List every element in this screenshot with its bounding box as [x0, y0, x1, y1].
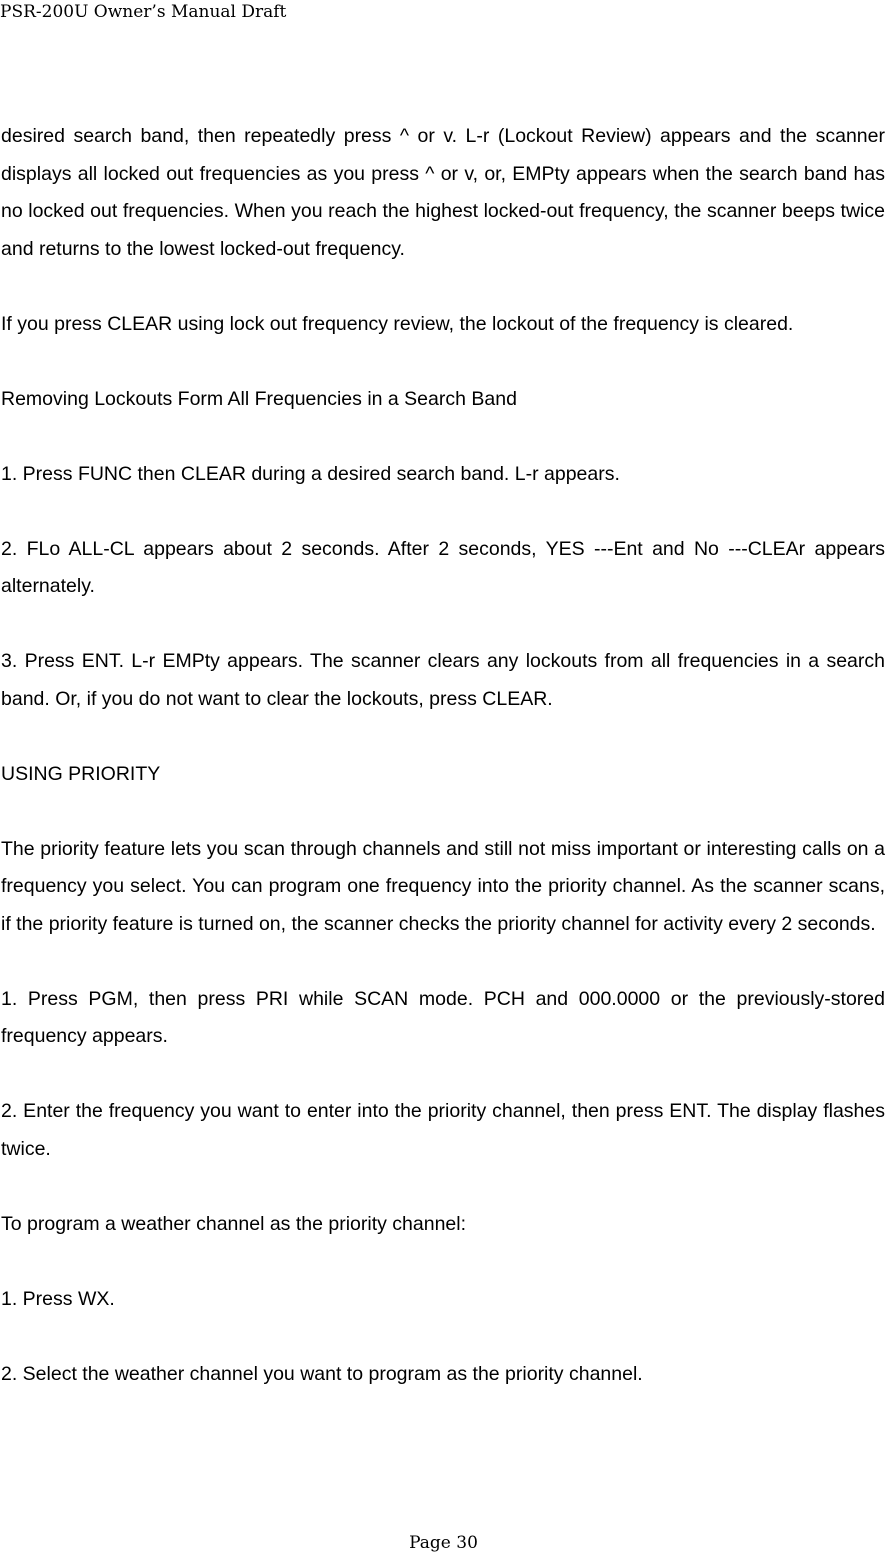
running-header: PSR-200U Owner’s Manual Draft	[0, 2, 287, 22]
section-heading-removing-lockouts: Removing Lockouts Form All Frequencies in a Search Band	[1, 387, 517, 410]
document-body	[1, 118, 885, 1431]
paragraph-priority-feature: The priority feature lets you scan through channels and still not miss important or interesting calls on a frequency you select. You can program one frequency into the priority channel. As the scanner scans, if the priority feature is turned on, the scanner checks the priority channel for activity every 2 seconds.	[1, 837, 885, 935]
priority-step-2: 2. Enter the frequency you want to enter into the priority channel, then press ENT. The display flashes twice.	[1, 1100, 885, 1160]
paragraph-weather-priority-intro: To program a weather channel as the priority channel:	[1, 1212, 467, 1235]
weather-step-1: 1. Press WX.	[1, 1287, 115, 1310]
weather-step-2: 2. Select the weather channel you want to program as the priority channel.	[1, 1362, 643, 1385]
section-heading-using-priority: USING PRIORITY	[1, 762, 161, 785]
step-3-press-ent: 3. Press ENT. L-r EMPty appears. The scanner clears any lockouts from all frequencies in a search band. Or, if you do not want to clear the lockouts, press CLEAR.	[1, 650, 885, 710]
step-2-flo-all-cl: 2. FLo ALL-CL appears about 2 seconds. After 2 seconds, YES ---Ent and No ---CLEAr appears alternately.	[1, 537, 885, 597]
step-1-press-func: 1. Press FUNC then CLEAR during a desired search band. L-r appears.	[1, 462, 620, 485]
paragraph-clear-lockout: If you press CLEAR using lock out frequency review, the lockout of the frequency is cleared.	[1, 312, 794, 335]
priority-step-1: 1. Press PGM, then press PRI while SCAN mode. PCH and 000.0000 or the previously-stored frequency appears.	[1, 987, 885, 1047]
paragraph-lockout-review: desired search band, then repeatedly press ^ or v. L-r (Lockout Review) appears and the scanner displays all locked out frequencies as you press ^ or v, or, EMPty appears when the search band has no locked out frequencies. When you reach the highest locked-out frequency, the scanner beeps twice and returns to the lowest locked-out frequency.	[1, 125, 885, 260]
page-number: Page 30	[409, 1533, 478, 1553]
